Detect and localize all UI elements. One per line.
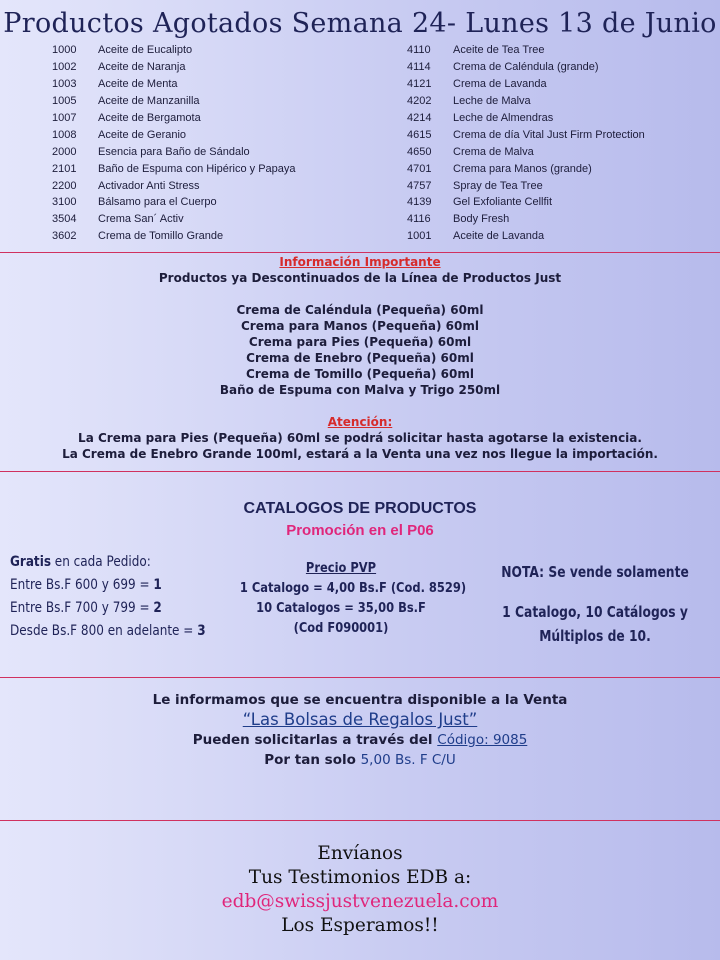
tier-text: Entre Bs.F 700 y 799 =	[10, 600, 154, 616]
gift-bags-section	[0, 690, 720, 770]
product-row	[407, 93, 645, 110]
catalogs-promo: Promoción en el P06	[286, 522, 434, 539]
product-code: 1002	[52, 61, 77, 74]
tier-text: Entre Bs.F 600 y 699 =	[10, 577, 154, 593]
info-heading: Información Importante	[279, 255, 441, 269]
tier-text: Desde Bs.F 800 en adelante =	[10, 623, 198, 639]
gift-bags-price-prefix: Por tan solo	[264, 752, 361, 768]
product-code: 1007	[52, 112, 77, 124]
product-code: 3602	[52, 230, 77, 243]
important-info-section	[0, 254, 720, 462]
out-of-stock-list-right	[407, 42, 645, 245]
product-code: 1008	[52, 128, 77, 141]
product-code: 1003	[52, 78, 77, 91]
product-code: 2200	[52, 179, 77, 192]
product-name: Spray de Tea Tree	[453, 179, 543, 192]
product-name: Body Fresh	[453, 213, 510, 226]
product-name: Crema de Malva	[453, 145, 534, 158]
product-row	[407, 194, 645, 211]
product-code: 2000	[52, 145, 77, 158]
product-row	[407, 211, 645, 228]
product-name: Aceite de Lavanda	[453, 230, 545, 243]
product-row	[52, 126, 296, 143]
product-code: 4202	[407, 95, 432, 108]
discontinued-item: Baño de Espuma con Malva y Trigo 250ml	[219, 383, 501, 397]
product-code: 4121	[407, 78, 432, 91]
divider	[0, 471, 720, 472]
product-code: 4139	[407, 196, 432, 209]
gratis-word: Gratis	[10, 554, 51, 570]
product-name: Aceite de Menta	[98, 78, 178, 91]
note-line: Múltiplos de 10.	[539, 627, 651, 645]
product-name: Crema de Caléndula (grande)	[453, 61, 599, 74]
discontinued-item: Crema de Enebro (Pequeña) 60ml	[246, 351, 474, 365]
contact-email-link[interactable]: edb@swissjustvenezuela.com	[221, 891, 499, 912]
product-code: 4757	[407, 179, 432, 192]
product-row	[52, 211, 296, 228]
footer-line: Tus Testimonios EDB a:	[248, 867, 472, 888]
discontinued-item: Crema para Manos (Pequeña) 60ml	[241, 319, 479, 333]
product-code: 3504	[52, 213, 77, 226]
product-code: 1005	[52, 95, 77, 108]
catalogs-title: CATALOGOS DE PRODUCTOS	[243, 500, 477, 517]
product-code: 3100	[52, 196, 77, 209]
attention-line: La Crema de Enebro Grande 100ml, estará a la Venta una vez nos llegue la importación.	[62, 447, 658, 461]
price-line: (Cod F090001)	[293, 620, 389, 636]
gift-bags-request: Pueden solicitarlas a través del	[192, 732, 438, 748]
product-code: 4114	[407, 61, 431, 74]
attention-label: Atención:	[327, 415, 393, 429]
price-line: 1 Catalogo = 4,00 Bs.F (Cod. 8529)	[239, 580, 467, 596]
product-row	[407, 42, 645, 59]
product-name: Activador Anti Stress	[98, 179, 200, 192]
product-name: Aceite de Eucalipto	[98, 44, 193, 57]
product-name: Leche de Almendras	[453, 112, 554, 124]
product-code: 4650	[407, 145, 432, 158]
gift-bags-price: 5,00 Bs. F C/U	[360, 752, 456, 768]
gift-bags-name: “Las Bolsas de Regalos Just”	[242, 710, 478, 729]
product-name: Baño de Espuma con Hipérico y Papaya	[98, 162, 296, 175]
product-row	[52, 160, 296, 177]
product-code: 4110	[407, 44, 431, 57]
product-row	[407, 110, 645, 127]
divider	[0, 820, 720, 821]
tier-qty: 2	[153, 600, 162, 616]
page-title: Productos Agotados Semana 24- Lunes 13 de Junio	[3, 8, 717, 39]
product-name: Aceite de Tea Tree	[453, 44, 545, 57]
product-code: 1000	[52, 44, 77, 57]
gift-bags-intro: Le informamos que se encuentra disponible a la Venta	[152, 692, 568, 708]
product-row	[407, 177, 645, 194]
product-code: 4214	[407, 112, 432, 124]
info-subheading: Productos ya Descontinuados de la Línea de Productos Just	[158, 271, 562, 285]
product-name: Crema de Lavanda	[453, 78, 547, 91]
divider	[0, 252, 720, 253]
product-row	[407, 59, 645, 76]
product-row	[52, 228, 296, 245]
footer-line: Los Esperamos!!	[281, 915, 439, 936]
product-row	[52, 143, 296, 160]
product-code: 4615	[407, 128, 432, 141]
product-name: Crema para Manos (grande)	[453, 162, 592, 175]
product-row	[407, 143, 645, 160]
attention-line: La Crema para Pies (Pequeña) 60ml se podrá solicitar hasta agotarse la existencia.	[78, 431, 642, 445]
product-name: Gel Exfoliante Cellfit	[453, 196, 553, 209]
out-of-stock-list-left	[52, 42, 296, 245]
product-row	[52, 93, 296, 110]
product-code: 4701	[407, 162, 432, 175]
product-row	[407, 160, 645, 177]
price-line: 10 Catalogos = 35,00 Bs.F	[256, 600, 426, 616]
discontinued-item: Crema de Tomillo (Pequeña) 60ml	[246, 367, 474, 381]
product-name: Esencia para Baño de Sándalo	[98, 145, 250, 158]
product-code: 2101	[52, 162, 77, 175]
product-name: Leche de Malva	[453, 95, 531, 108]
price-title: Precio PVP	[305, 560, 377, 576]
tier-qty: 1	[153, 577, 162, 593]
product-row	[407, 228, 645, 245]
product-row	[407, 76, 645, 93]
free-catalog-tiers	[10, 551, 206, 643]
gratis-rest: en cada Pedido:	[50, 554, 151, 570]
product-name: Aceite de Manzanilla	[98, 95, 200, 108]
product-row	[52, 76, 296, 93]
note-line: 1 Catalogo, 10 Catálogos y	[502, 603, 688, 621]
product-code: 1001	[407, 230, 432, 243]
tier-qty: 3	[197, 623, 206, 639]
discontinued-item: Crema de Caléndula (Pequeña) 60ml	[236, 303, 484, 317]
divider	[0, 677, 720, 678]
catalog-note	[493, 560, 698, 648]
product-name: Aceite de Naranja	[98, 61, 186, 74]
discontinued-item: Crema para Pies (Pequeña) 60ml	[248, 335, 472, 349]
product-row	[52, 42, 296, 59]
product-code: 4116	[407, 213, 431, 226]
product-row	[52, 59, 296, 76]
product-name: Bálsamo para el Cuerpo	[98, 196, 217, 209]
gift-bags-code: Código: 9085	[437, 732, 528, 748]
product-name: Crema San´ Activ	[98, 213, 184, 226]
testimonials-footer	[0, 842, 720, 938]
product-row	[52, 110, 296, 127]
product-name: Crema de Tomillo Grande	[98, 230, 224, 243]
footer-line: Envíanos	[317, 843, 403, 864]
product-row	[407, 126, 645, 143]
catalog-price-box	[239, 558, 467, 638]
note-title: NOTA: Se vende solamente	[501, 563, 689, 581]
product-name: Aceite de Geranio	[98, 128, 187, 141]
product-row	[52, 177, 296, 194]
product-name: Crema de día Vital Just Firm Protection	[453, 128, 645, 141]
product-name: Aceite de Bergamota	[98, 112, 201, 124]
product-row	[52, 194, 296, 211]
